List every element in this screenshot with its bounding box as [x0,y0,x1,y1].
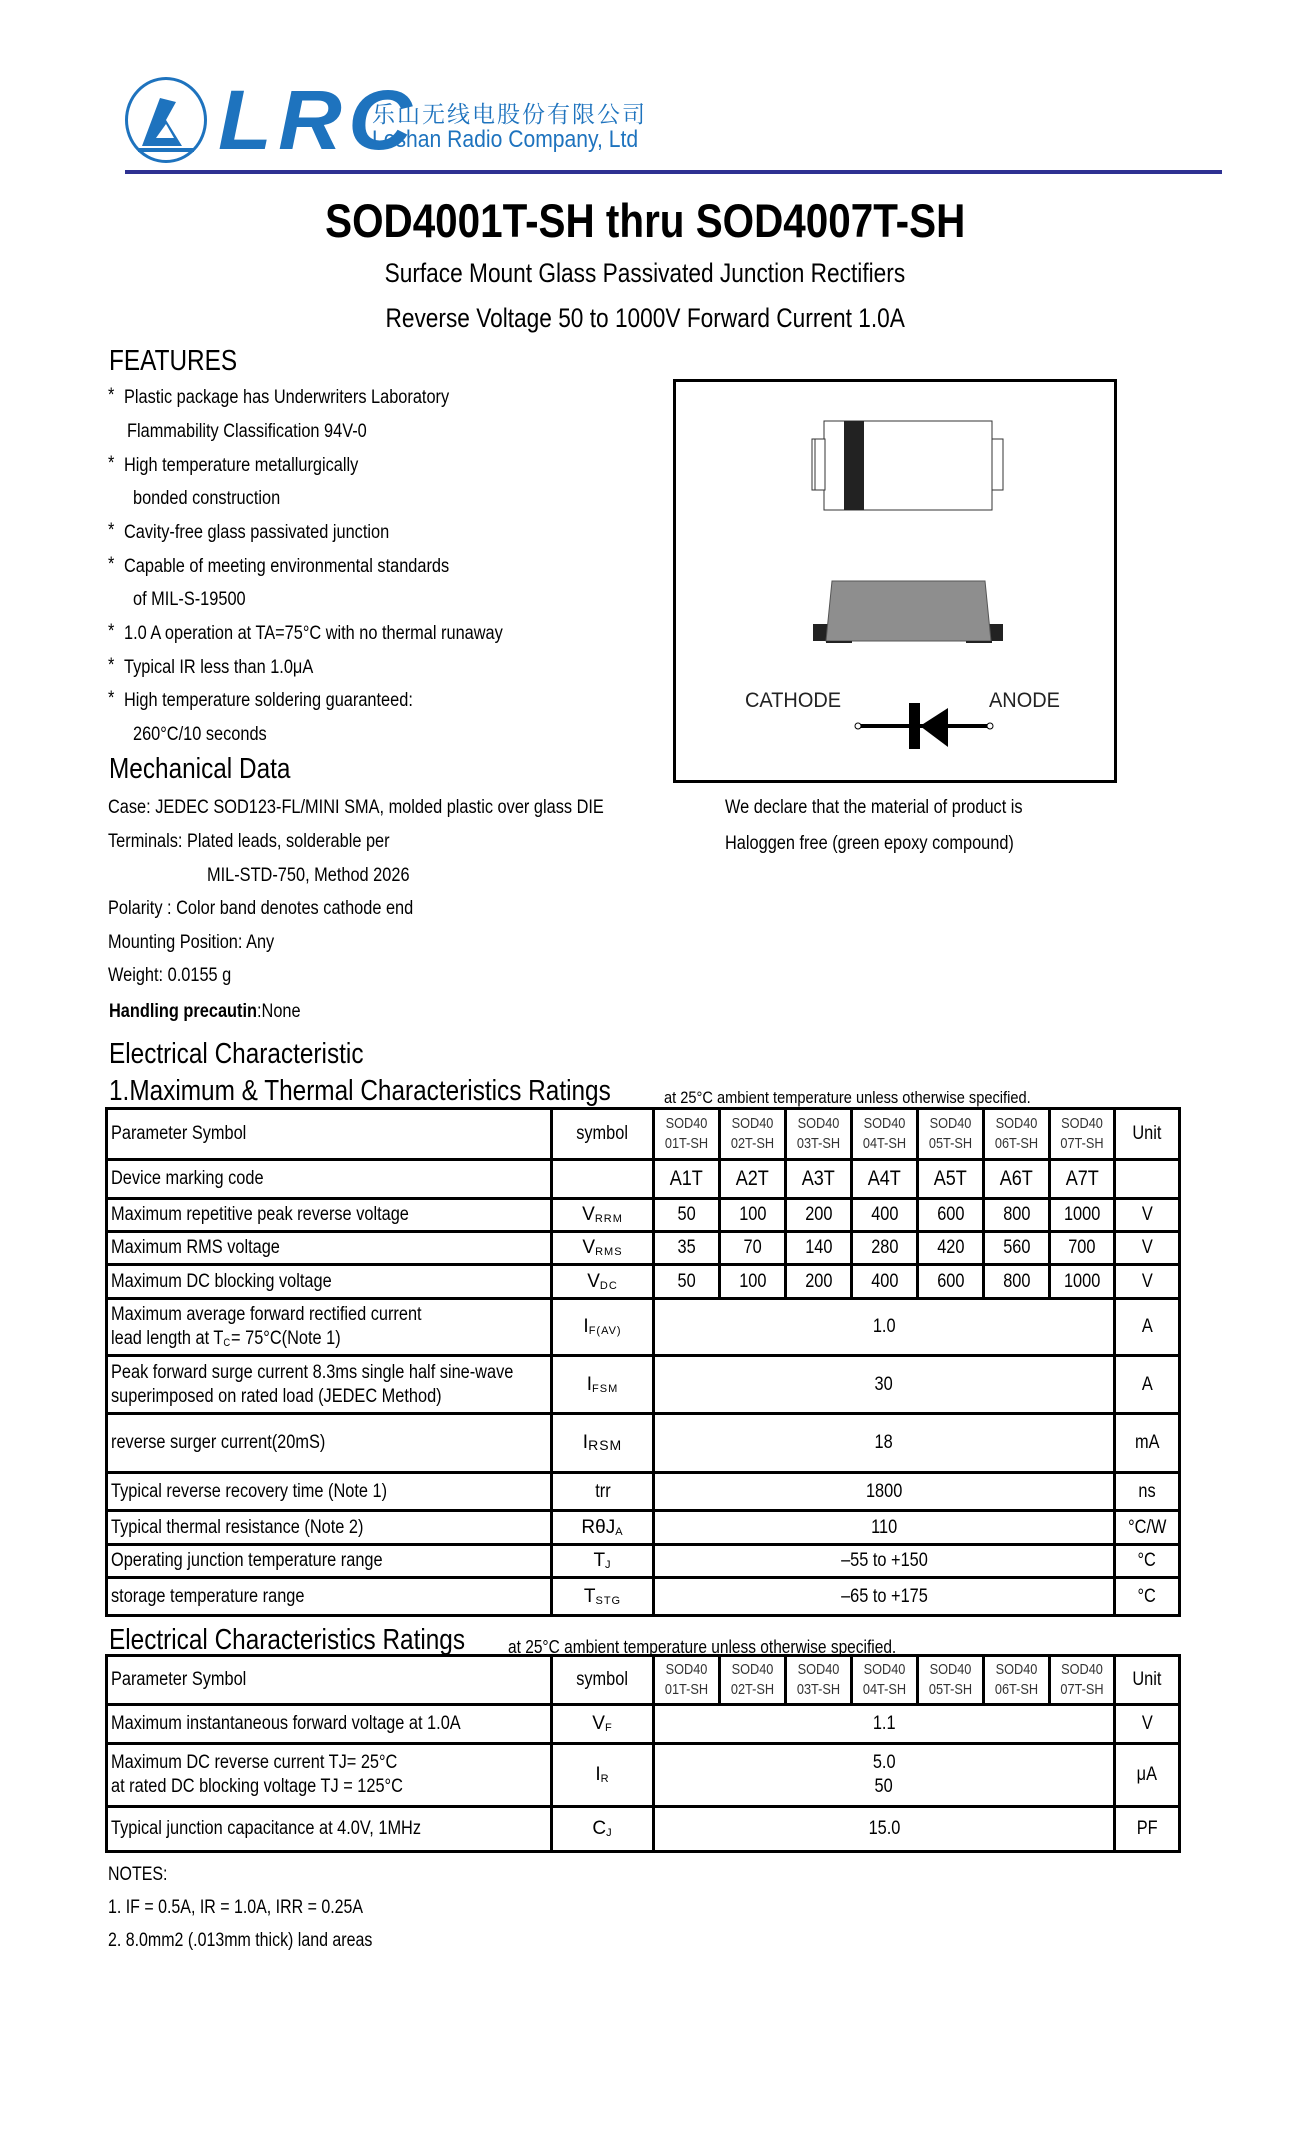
param-cell: Typical thermal resistance (Note 2) [107,1511,552,1545]
symbol-cell [552,1160,654,1199]
unit-cell: V [1115,1705,1180,1744]
mech-case: Case: JEDEC SOD123-FL/MINI SMA, molded plastic over glass DIE [108,797,604,818]
package-outline-icon [676,382,1114,780]
unit-cell: PF [1115,1807,1180,1852]
value-cell: 600 [918,1265,984,1299]
unit-cell: °C [1115,1578,1180,1616]
value-cell: 200 [786,1199,852,1232]
table-row [107,1744,1180,1807]
value-cell: 560 [984,1232,1050,1265]
param-cell: Maximum DC reverse current TJ= 25°C at rated DC blocking voltage TJ = 125°C [107,1744,552,1807]
value-cell: 800 [984,1199,1050,1232]
table1-heading: 1.Maximum & Thermal Characteristics Ratings [109,1075,611,1107]
unit-cell: μA [1115,1744,1180,1807]
feature-item-cont: Flammability Classification 94V-0 [127,421,367,442]
feature-item: 1.0 A operation at TA=75°C with no thermal runaway [124,623,503,644]
param-cell: Maximum repetitive peak reverse voltage [107,1199,552,1232]
value-cell: A5T [918,1160,984,1199]
company-name-chinese: 乐山无线电股份有限公司 [372,102,647,128]
unit-cell [1115,1160,1180,1199]
device-header: SOD40 03T-SH [786,1656,852,1705]
mech-weight: Weight: 0.0155 g [108,965,232,986]
value-cell: 1800 [654,1473,1115,1511]
param-cell: Maximum average forward rectified current lead length at $T_C=$ 75°C(Note 1) [107,1299,552,1356]
mech-handling [109,1001,301,1023]
mech-terminals-cont: MIL-STD-750, Method 2026 [207,865,410,886]
value-cell: –65 to +175 [654,1578,1115,1616]
param-cell: Maximum DC blocking voltage [107,1265,552,1299]
value-cell: 700 [1050,1232,1115,1265]
value-cell: 200 [786,1265,852,1299]
table-row [107,1199,1180,1232]
feature-item: Capable of meeting environmental standards [124,556,450,577]
table1-condition: at 25°C ambient temperature unless otherwise specified. [664,1088,1031,1107]
value-cell: 35 [654,1232,720,1265]
unit-cell: mA [1115,1414,1180,1473]
value-cell: 30 [654,1356,1115,1414]
features-heading: FEATURES [109,345,238,377]
device-header: SOD40 06T-SH [984,1656,1050,1705]
value-cell: 18 [654,1414,1115,1473]
value-cell: 1000 [1050,1265,1115,1299]
value-cell: 5.0 50 [654,1744,1115,1807]
feature-item: Typical IR less than 1.0μA [124,657,314,678]
device-header: SOD40 03T-SH [786,1109,852,1160]
device-header: SOD40 02T-SH [720,1109,786,1160]
device-header: SOD40 07T-SH [1050,1109,1115,1160]
symbol-cell: $I_{F(AV)}$ [552,1299,654,1356]
electrical-ratings-table [105,1654,1181,1853]
logo-wordmark: LRC [218,73,419,167]
unit-cell: V [1115,1232,1180,1265]
value-cell: –55 to +150 [654,1545,1115,1578]
value-cell: 1000 [1050,1199,1115,1232]
table2-heading: Electrical Characteristics Ratings [109,1624,466,1656]
value-cell: 140 [786,1232,852,1265]
feature-bullet: * [108,385,115,406]
value-cell: 70 [720,1232,786,1265]
table-row [107,1160,1180,1199]
value-cell: A4T [852,1160,918,1199]
feature-item-cont: bonded construction [133,488,281,509]
header-divider [125,170,1222,174]
feature-bullet: * [108,688,115,709]
value-cell: 15.0 [654,1807,1115,1852]
symbol-cell: $V_{RMS}$ [552,1232,654,1265]
company-name-english: Leshan Radio Company, Ltd [372,126,639,153]
symbol-cell: $I_{RSM}$ [552,1414,654,1473]
param-cell: Operating junction temperature range [107,1545,552,1578]
mech-mounting: Mounting Position: Any [108,932,275,953]
unit-cell: °C/W [1115,1511,1180,1545]
device-header: SOD40 04T-SH [852,1656,918,1705]
subtitle-description: Surface Mount Glass Passivated Junction Rectifiers [384,258,906,288]
feature-item-cont: of MIL-S-19500 [133,589,246,610]
feature-bullet: * [108,621,115,642]
max-ratings-table [105,1107,1181,1617]
device-header: SOD40 06T-SH [984,1109,1050,1160]
electrical-heading: Electrical Characteristic [109,1038,364,1070]
unit-cell: ns [1115,1473,1180,1511]
value-cell: 50 [654,1265,720,1299]
table-row [107,1545,1180,1578]
note-item: 2. 8.0mm2 (.013mm thick) land areas [108,1930,373,1951]
handling-value: :None [256,1001,301,1022]
value-cell: 1.0 [654,1299,1115,1356]
feature-item: Cavity-free glass passivated junction [124,522,390,543]
device-header: SOD40 02T-SH [720,1656,786,1705]
table-row [107,1473,1180,1511]
param-header: Parameter Symbol [107,1656,552,1705]
value-cell: 280 [852,1232,918,1265]
value-cell: A2T [720,1160,786,1199]
device-header: SOD40 01T-SH [654,1109,720,1160]
unit-header: Unit [1115,1109,1180,1160]
param-cell: Maximum instantaneous forward voltage at 1.0A [107,1705,552,1744]
note-item: 1. IF = 0.5A, IR = 1.0A, IRR = 0.25A [108,1897,364,1918]
value-cell: A1T [654,1160,720,1199]
value-cell: 600 [918,1199,984,1232]
logo-emblem-icon [125,77,207,163]
symbol-cell: $T_J$ [552,1545,654,1578]
page-title: SOD4001T-SH thru SOD4007T-SH [324,194,966,247]
anode-label: ANODE [989,689,1060,712]
feature-bullet: * [108,655,115,676]
unit-cell: V [1115,1265,1180,1299]
device-header: SOD40 05T-SH [918,1109,984,1160]
value-cell: 400 [852,1199,918,1232]
value-cell: A6T [984,1160,1050,1199]
symbol-cell: $I_{FSM}$ [552,1356,654,1414]
notes-heading: NOTES: [108,1864,168,1885]
param-cell: Maximum RMS voltage [107,1232,552,1265]
table-row [107,1414,1180,1473]
symbol-header: symbol [552,1109,654,1160]
symbol-header: symbol [552,1656,654,1705]
cathode-label: CATHODE [745,689,842,712]
device-header: SOD40 05T-SH [918,1656,984,1705]
feature-item: High temperature soldering guaranteed: [124,690,413,711]
value-cell: 400 [852,1265,918,1299]
symbol-cell: $I_R$ [552,1744,654,1807]
feature-item: Plastic package has Underwriters Laboratory [124,387,450,408]
feature-item-cont: 260°C/10 seconds [133,724,267,745]
device-header: SOD40 04T-SH [852,1109,918,1160]
table-header-row [107,1109,1180,1160]
mech-terminals: Terminals: Plated leads, solderable per [108,831,390,852]
value-cell: A3T [786,1160,852,1199]
table-row [107,1705,1180,1744]
feature-item: High temperature metallurgically [124,455,359,476]
unit-cell: V [1115,1199,1180,1232]
value-cell: 100 [720,1199,786,1232]
subtitle-ratings: Reverse Voltage 50 to 1000V Forward Current 1.0A [385,303,905,333]
unit-header: Unit [1115,1656,1180,1705]
symbol-cell: RθJ$_A$ [552,1511,654,1545]
table-row [107,1265,1180,1299]
unit-cell: A [1115,1356,1180,1414]
table-row [107,1511,1180,1545]
table-row [107,1578,1180,1616]
param-cell: Peak forward surge current 8.3ms single half sine-wave superimposed on rated load (JEDEC Method) [107,1356,552,1414]
feature-bullet: * [108,554,115,575]
feature-bullet: * [108,520,115,541]
halogen-statement: We declare that the material of product is [725,797,1023,818]
table-row [107,1232,1180,1265]
table-header-row [107,1656,1180,1705]
package-diagram [673,379,1117,783]
table-row [107,1807,1180,1852]
table-row [107,1356,1180,1414]
unit-cell: °C [1115,1545,1180,1578]
param-cell: Device marking code [107,1160,552,1199]
value-cell: 420 [918,1232,984,1265]
symbol-cell: $V_{RRM}$ [552,1199,654,1232]
device-header: SOD40 07T-SH [1050,1656,1115,1705]
table2-condition: at 25°C ambient temperature unless otherwise specified. [508,1637,897,1657]
mech-polarity: Polarity : Color band denotes cathode end [108,898,414,919]
value-cell: 50 [654,1199,720,1232]
param-cell: Typical reverse recovery time (Note 1) [107,1473,552,1511]
mechanical-heading: Mechanical Data [109,753,291,785]
symbol-cell: $V_F$ [552,1705,654,1744]
symbol-cell: trr [552,1473,654,1511]
value-cell: 1.1 [654,1705,1115,1744]
symbol-cell: $C_J$ [552,1807,654,1852]
value-cell: 110 [654,1511,1115,1545]
param-cell: reverse surger current(20mS) [107,1414,552,1473]
symbol-cell: $T_{STG}$ [552,1578,654,1616]
param-cell: storage temperature range [107,1578,552,1616]
halogen-statement-cont: Haloggen free (green epoxy compound) [725,833,1014,854]
table-row [107,1299,1180,1356]
param-cell: Typical junction capacitance at 4.0V, 1MHz [107,1807,552,1852]
handling-label: Handling precautin [109,1001,257,1022]
feature-bullet: * [108,453,115,474]
device-header: SOD40 01T-SH [654,1656,720,1705]
value-cell: 100 [720,1265,786,1299]
symbol-cell: $V_{DC}$ [552,1265,654,1299]
param-header: Parameter Symbol [107,1109,552,1160]
value-cell: A7T [1050,1160,1115,1199]
value-cell: 800 [984,1265,1050,1299]
unit-cell: A [1115,1299,1180,1356]
